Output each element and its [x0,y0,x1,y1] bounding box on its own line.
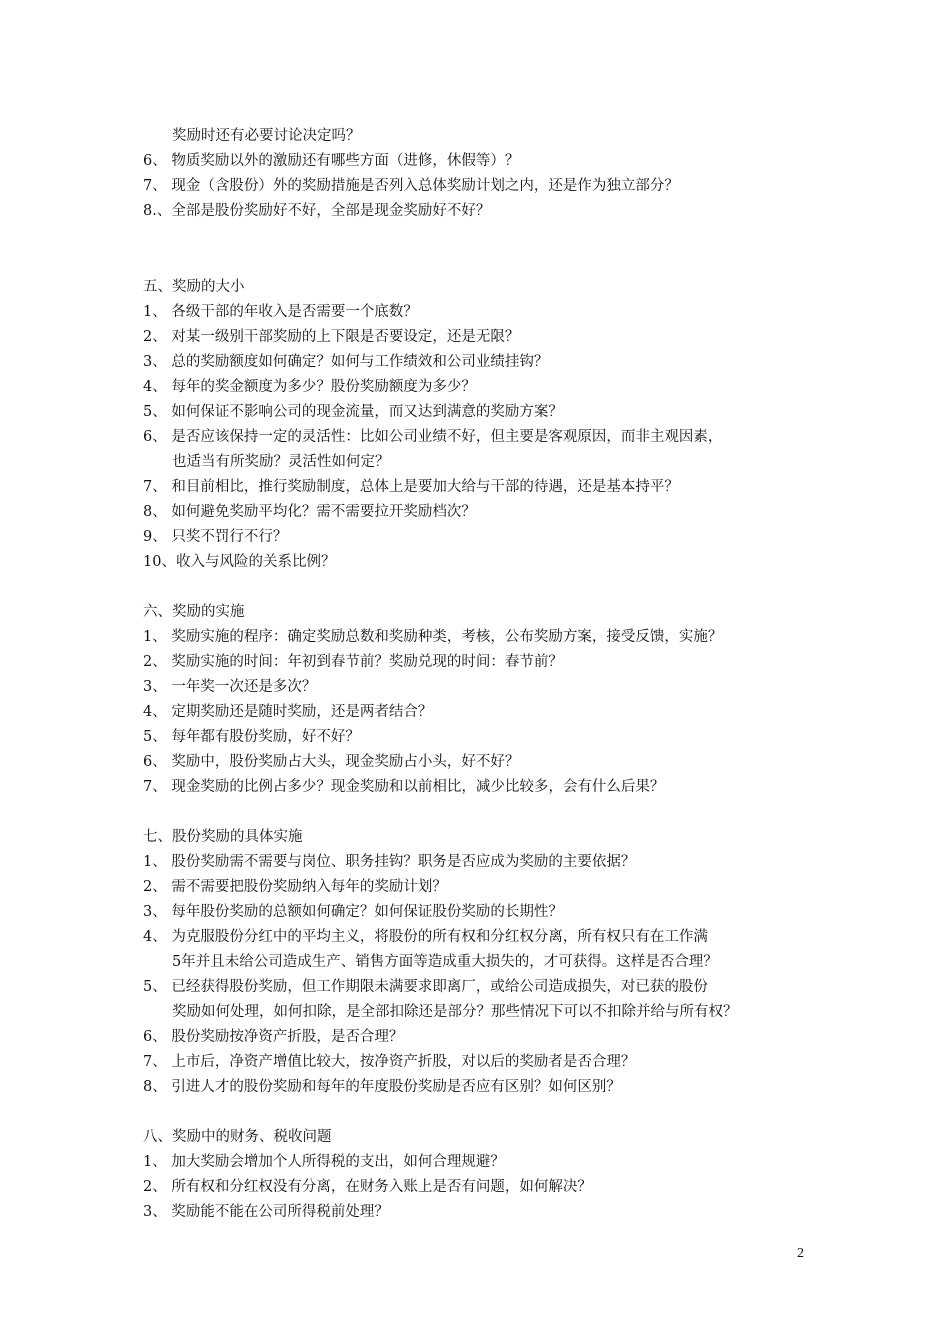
page-number: 2 [797,1246,804,1261]
text-line: 9、 只奖不罚行不行？ [143,529,288,545]
text-line: 4、 每年的奖金额度为多少？股份奖励额度为多少？ [143,379,476,395]
text-line: 8、 如何避免奖励平均化？需不需要拉开奖励档次？ [143,504,476,520]
text-line: 1、 各级干部的年收入是否需要一个底数？ [143,304,418,320]
section-heading: 七、股份奖励的具体实施 [143,829,303,845]
text-line: 3、 总的奖励额度如何确定？如何与工作绩效和公司业绩挂钩？ [143,354,549,370]
text-line: 3、 每年股份奖励的总额如何确定？如何保证股份奖励的长期性？ [143,904,563,920]
text-line: 6、 物质奖励以外的激励还有哪些方面（进修，休假等）？ [143,153,520,169]
text-line: 7、 和目前相比，推行奖励制度，总体上是要加大给与干部的待遇，还是基本持平？ [143,479,679,495]
text-line: 5、 每年都有股份奖励，好不好？ [143,729,360,745]
text-line: 2、 需不需要把股份奖励纳入每年的奖励计划？ [143,879,447,895]
text-line: 4、 为克服股份分红中的平均主义，将股份的所有权和分红权分离，所有权只有在工作满 [143,929,708,945]
text-line: 7、 现金（含股份）外的奖励措施是否列入总体奖励计划之内，还是作为独立部分？ [143,178,679,194]
text-line: 4、 定期奖励还是随时奖励，还是两者结合？ [143,704,433,720]
text-line: 也适当有所奖励？灵活性如何定？ [172,454,390,470]
text-line: 2、 对某一级别干部奖励的上下限是否要设定，还是无限？ [143,329,520,345]
text-line: 6、 奖励中，股份奖励占大头，现金奖励占小头，好不好？ [143,754,520,770]
text-line: 1、 股份奖励需不需要与岗位、职务挂钩？职务是否应成为奖励的主要依据？ [143,854,636,870]
text-line: 奖励如何处理，如何扣除，是全部扣除还是部分？那些情况下可以不扣除并给与所有权？ [172,1004,738,1020]
text-line: 3、 一年奖一次还是多次？ [143,679,317,695]
text-line: 10、收入与风险的关系比例？ [143,554,336,570]
text-line: 2、 所有权和分红权没有分离，在财务入账上是否有问题，如何解决？ [143,1179,592,1195]
text-line: 6、 是否应该保持一定的灵活性：比如公司业绩不好，但主要是客观原因，而非主观因素， [143,429,723,445]
text-line: 2、 奖励实施的时间：年初到春节前？奖励兑现的时间：春节前？ [143,654,563,670]
text-line: 7、 上市后，净资产增值比较大，按净资产折股，对以后的奖励者是否合理？ [143,1054,636,1070]
section-heading: 六、奖励的实施 [143,604,245,620]
text-line: 7、 现金奖励的比例占多少？现金奖励和以前相比，减少比较多，会有什么后果？ [143,779,665,795]
text-line: 6、 股份奖励按净资产折股，是否合理？ [143,1029,404,1045]
text-line: 8、 引进人才的股份奖励和每年的年度股份奖励是否应有区别？如何区别？ [143,1079,621,1095]
text-line: 5、 如何保证不影响公司的现金流量，而又达到满意的奖励方案？ [143,404,563,420]
text-line: 8.、全部是股份奖励好不好，全部是现金奖励好不好？ [143,203,491,219]
section-heading: 八、奖励中的财务、税收问题 [143,1129,332,1145]
text-line: 奖励时还有必要讨论决定吗？ [172,128,361,144]
section-heading: 五、奖励的大小 [143,279,245,295]
text-line: 5、 已经获得股份奖励，但工作期限未满要求即离厂，或给公司造成损失，对已获的股份 [143,979,708,995]
text-line: 1、 奖励实施的程序：确定奖励总数和奖励种类，考核，公布奖励方案，接受反馈，实施？ [143,629,723,645]
text-line: 3、 奖励能不能在公司所得税前处理？ [143,1204,389,1220]
text-line: 5年并且未给公司造成生产、销售方面等造成重大损失的，才可获得。这样是否合理？ [172,954,718,970]
text-line: 1、 加大奖励会增加个人所得税的支出，如何合理规避？ [143,1154,505,1170]
